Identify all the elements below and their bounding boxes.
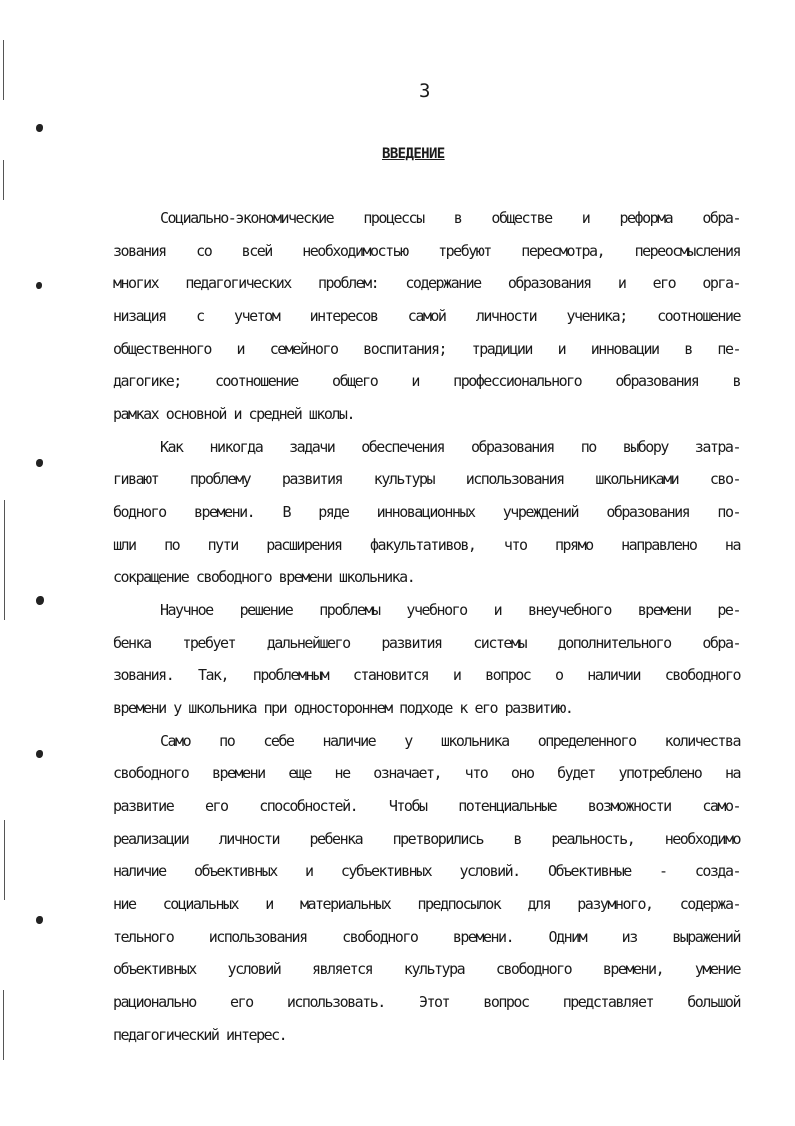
text-line: педагогический интерес. [113, 1026, 287, 1044]
text-line: многих педагогических проблем: содержание образования и его орга- [113, 274, 740, 292]
text-line: реализации личности ребенка претворились в реальность, необходимо [113, 830, 740, 848]
binding-hole-mark [36, 916, 43, 924]
text-line: развитие его способностей. Чтобы потенциальные возможности само- [113, 797, 740, 815]
text-line: Как никогда задачи обеспечения образования по выбору затра- [160, 438, 740, 456]
text-line: сокращение свободного времени школьника. [113, 568, 415, 586]
text-line: общественного и семейного воспитания; традиции и инновации в пе- [113, 340, 740, 358]
text-line: Научное решение проблемы учебного и внеучебного времени ре- [160, 601, 740, 619]
scan-edge-line [3, 990, 4, 1060]
text-line: рационально его использовать. Этот вопрос представляет большой [113, 993, 740, 1011]
scan-edge-line [3, 40, 4, 100]
text-line: тельного использования свободного времени. Одним из выражений [113, 928, 740, 946]
text-line: Социально-экономические процессы в обществе и реформа обра- [160, 209, 740, 227]
text-line: бодного времени. В ряде инновационных учреждений образования по- [113, 503, 740, 521]
text-line: гивают проблему развития культуры использования школьниками сво- [113, 470, 740, 488]
text-line: объективных условий является культура свободного времени, умение [113, 960, 740, 978]
binding-hole-mark [36, 596, 44, 605]
text-line: бенка требует дальнейшего развития системы дополнительного обра- [113, 634, 740, 652]
page-number: 3 [419, 80, 431, 102]
text-line: рамках основной и средней школы. [113, 405, 354, 423]
binding-hole-mark [36, 750, 43, 758]
scan-edge-line [4, 820, 5, 900]
scan-edge-line [3, 160, 4, 200]
text-line: времени у школьника при одностороннем подходе к его развитию. [113, 699, 573, 717]
text-line: свободного времени еще не означает, что оно будет употреблено на [113, 764, 740, 782]
scan-edge-line [4, 500, 5, 620]
binding-hole-mark [36, 124, 43, 132]
page-title: ВВЕДЕНИЕ [382, 146, 445, 162]
binding-hole-mark [36, 282, 42, 289]
text-line: зования. Так, проблемным становится и вопрос о наличии свободного [113, 666, 740, 684]
text-line: шли по пути расширения факультативов, что прямо направлено на [113, 536, 740, 554]
text-line: низация с учетом интересов самой личности ученика; соотношение [113, 307, 740, 325]
text-line: зования со всей необходимостью требуют пересмотра, переосмысления [113, 242, 740, 260]
text-line: дагогике; соотношение общего и профессионального образования в [113, 372, 740, 390]
text-line: Само по себе наличие у школьника определенного количества [160, 732, 740, 750]
text-line: ние социальных и материальных предпосылок для разумного, содержа- [113, 895, 740, 913]
text-line: наличие объективных и субъективных условий. Объективные - созда- [113, 862, 740, 880]
binding-hole-mark [36, 459, 43, 467]
